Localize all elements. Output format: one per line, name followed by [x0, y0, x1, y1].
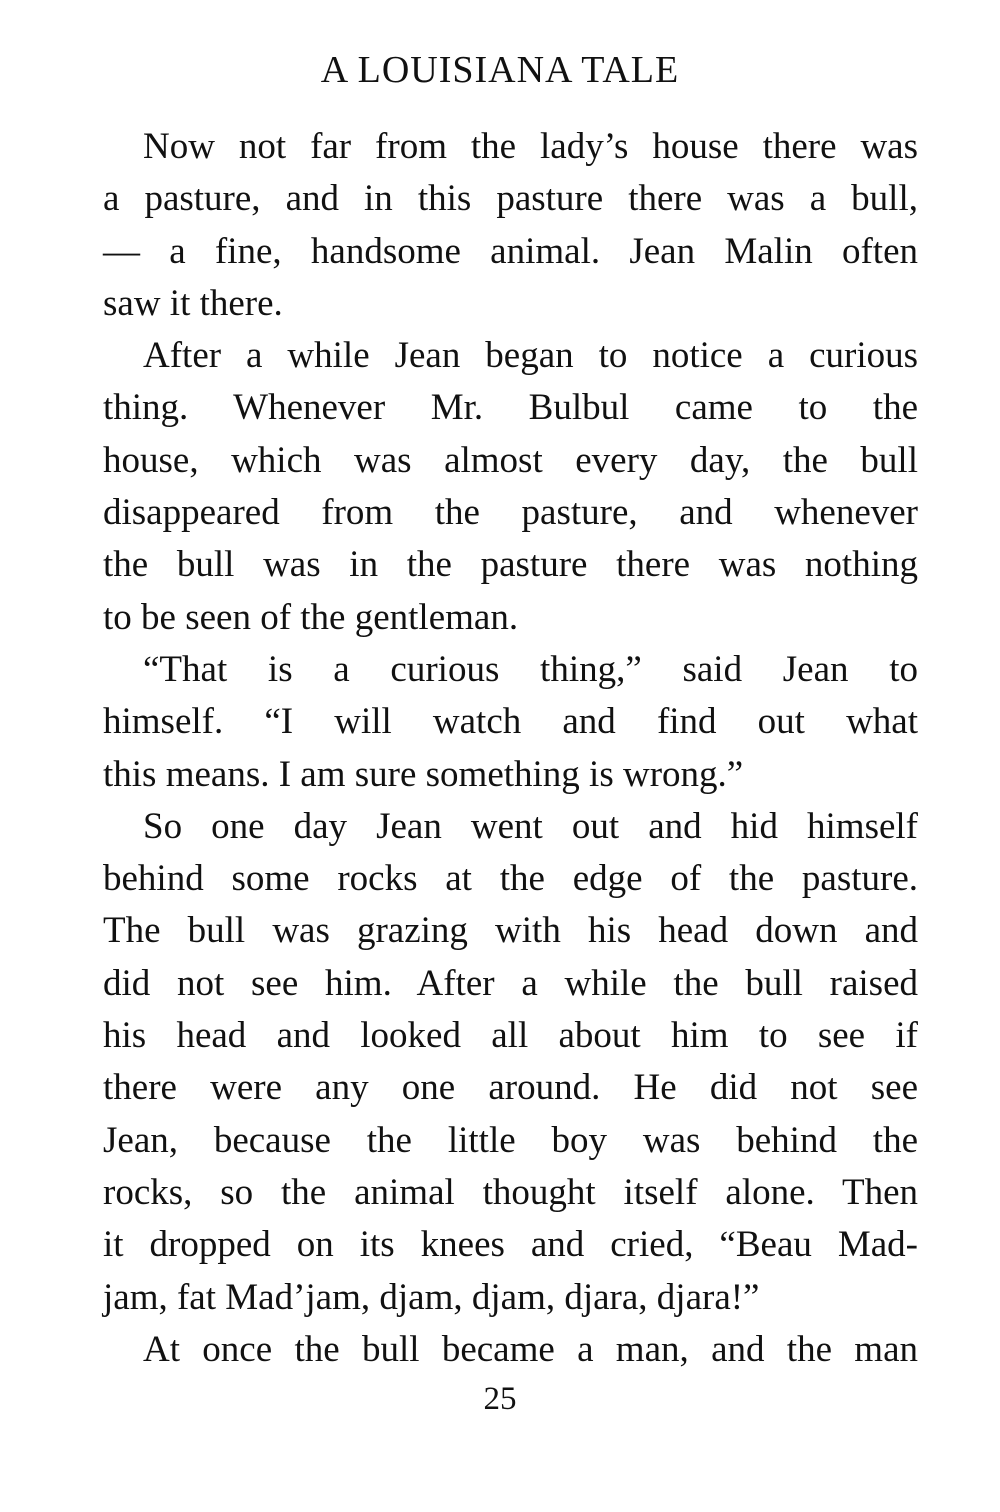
- text-line: Now not far from the lady’s house there was: [143, 126, 918, 167]
- text-line: this means. I am sure something is wrong.”: [103, 753, 744, 795]
- text-line: — a fine, handsome animal. Jean Malin often: [103, 230, 918, 272]
- text-line: thing. Whenever Mr. Bulbul came to the: [103, 387, 918, 429]
- text-line: there were any one around. He did not see: [103, 1067, 918, 1109]
- text-line: house, which was almost every day, the bull: [103, 439, 918, 481]
- text-line: behind some rocks at the edge of the pasture.: [103, 858, 918, 900]
- text-line: his head and looked all about him to see if: [103, 1015, 918, 1057]
- text-line: jam, fat Mad’jam, djam, djam, djara, djara!”: [103, 1276, 760, 1318]
- text-line: the bull was in the pasture there was nothing: [103, 544, 918, 586]
- text-line: disappeared from the pasture, and whenever: [103, 492, 918, 534]
- text-line: At once the bull became a man, and the man: [143, 1328, 918, 1370]
- text-line: did not see him. After a while the bull raised: [103, 962, 918, 1004]
- page-number: 25: [483, 1381, 517, 1417]
- text-line: himself. “I will watch and find out what: [103, 701, 918, 743]
- text-line: “That is a curious thing,” said Jean to: [143, 648, 918, 690]
- text-line: rocks, so the animal thought itself alone. Then: [103, 1171, 918, 1213]
- text-line: So one day Jean went out and hid himself: [143, 805, 918, 847]
- text-line: saw it there.: [103, 282, 283, 324]
- text-line: to be seen of the gentleman.: [103, 596, 519, 638]
- text-line: a pasture, and in this pasture there was a bull,: [103, 178, 918, 220]
- text-line: it dropped on its knees and cried, “Beau Mad-: [103, 1224, 918, 1266]
- text-line: After a while Jean began to notice a curious: [143, 335, 918, 377]
- text-line: The bull was grazing with his head down and: [103, 910, 918, 952]
- body-text: [103, 121, 918, 1376]
- text-line: Jean, because the little boy was behind the: [103, 1119, 918, 1161]
- running-head: A LOUISIANA TALE: [320, 49, 680, 91]
